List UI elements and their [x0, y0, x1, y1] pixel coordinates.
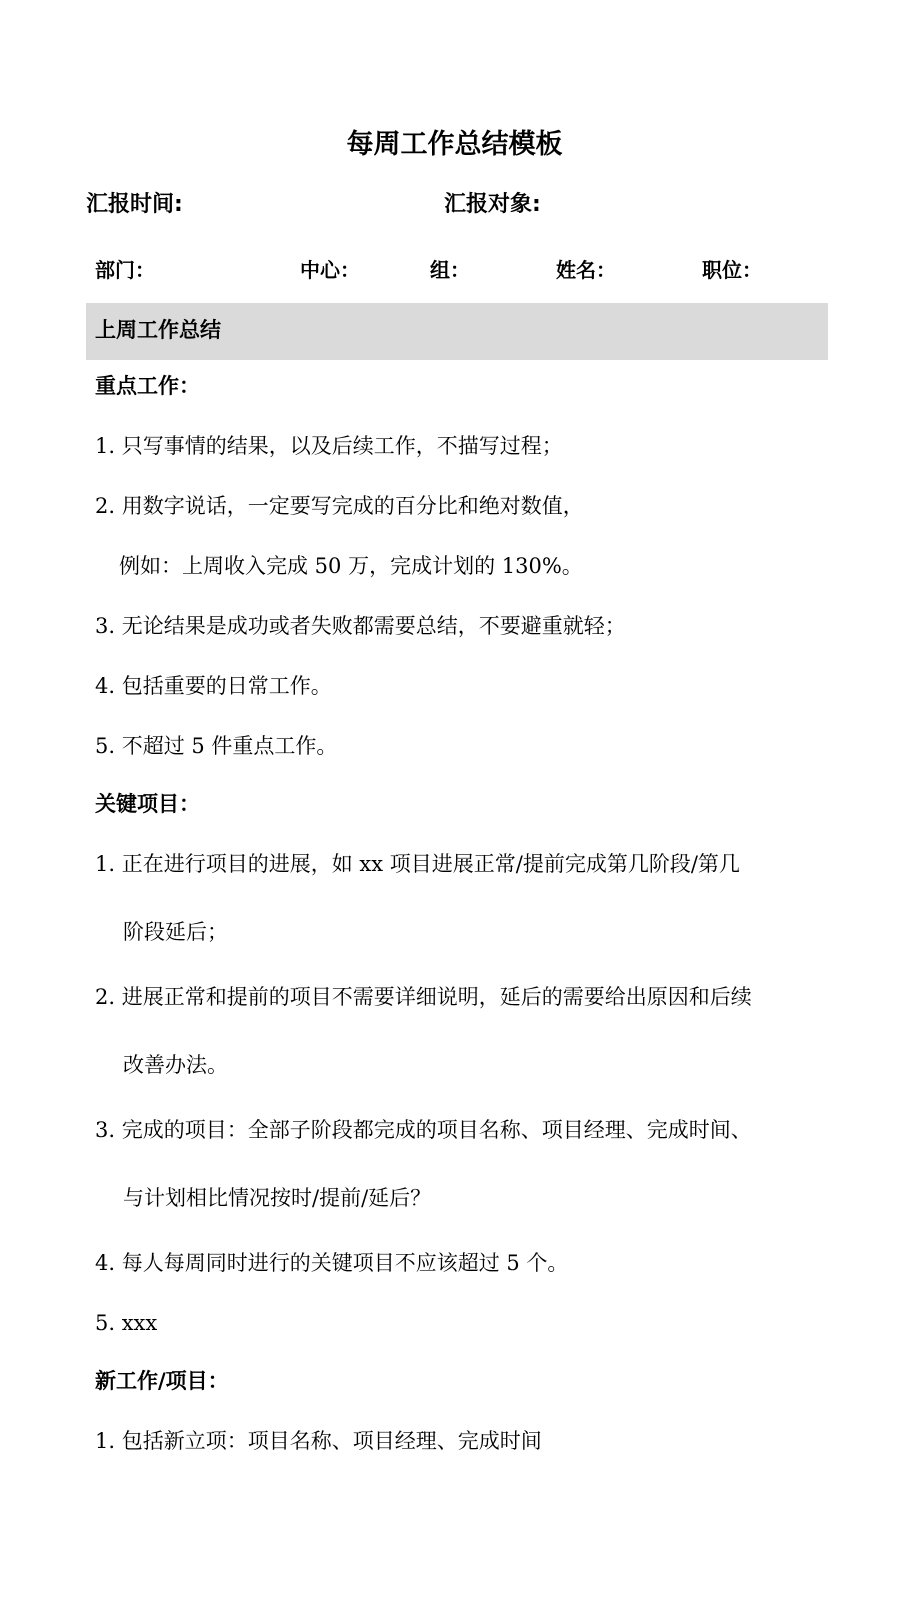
new-work-item: 1. 包括新立项：项目名称、项目经理、完成时间	[95, 1429, 542, 1453]
key-projects-item: 5. xxx	[95, 1311, 158, 1335]
key-work-item: 3. 无论结果是成功或者失败都需要总结，不要避重就轻；	[95, 614, 626, 638]
field-position-label: 职位：	[702, 258, 762, 282]
report-time-label: 汇报时间:	[86, 192, 183, 217]
key-projects-item-continuation: 改善办法。	[123, 1053, 228, 1077]
document-title: 每周工作总结模板	[346, 129, 563, 160]
key-work-item: 1. 只写事情的结果，以及后续工作，不描写过程；	[95, 434, 563, 458]
key-projects-item: 2. 进展正常和提前的项目不需要详细说明，延后的需要给出原因和后续	[95, 985, 752, 1009]
report-target-label: 汇报对象:	[444, 192, 541, 217]
key-projects-item-continuation: 阶段延后；	[123, 920, 228, 944]
key-work-item: 2. 用数字说话，一定要写完成的百分比和绝对数值，	[95, 494, 584, 518]
key-work-item-continuation: 例如：上周收入完成 50 万，完成计划的 130%。	[119, 554, 583, 578]
key-work-item: 4. 包括重要的日常工作。	[95, 674, 332, 698]
section-header-last-week	[86, 303, 828, 360]
field-center-label: 中心：	[300, 258, 360, 282]
key-projects-item: 4. 每人每周同时进行的关键项目不应该超过 5 个。	[95, 1251, 569, 1275]
new-work-heading: 新工作/项目：	[95, 1369, 229, 1393]
key-work-item: 5. 不超过 5 件重点工作。	[95, 734, 338, 758]
key-projects-item: 3. 完成的项目：全部子阶段都完成的项目名称、项目经理、完成时间、	[95, 1118, 752, 1142]
field-department-label: 部门：	[95, 258, 155, 282]
field-name-label: 姓名：	[556, 258, 616, 282]
field-group-label: 组：	[430, 258, 470, 282]
section-title: 上周工作总结	[95, 318, 221, 342]
key-projects-item: 1. 正在进行项目的进展，如 xx 项目进展正常/提前完成第几阶段/第几	[95, 852, 740, 876]
key-projects-heading: 关键项目：	[95, 792, 200, 816]
key-projects-item-continuation: 与计划相比情况按时/提前/延后？	[123, 1186, 432, 1210]
key-work-heading: 重点工作：	[95, 374, 200, 398]
